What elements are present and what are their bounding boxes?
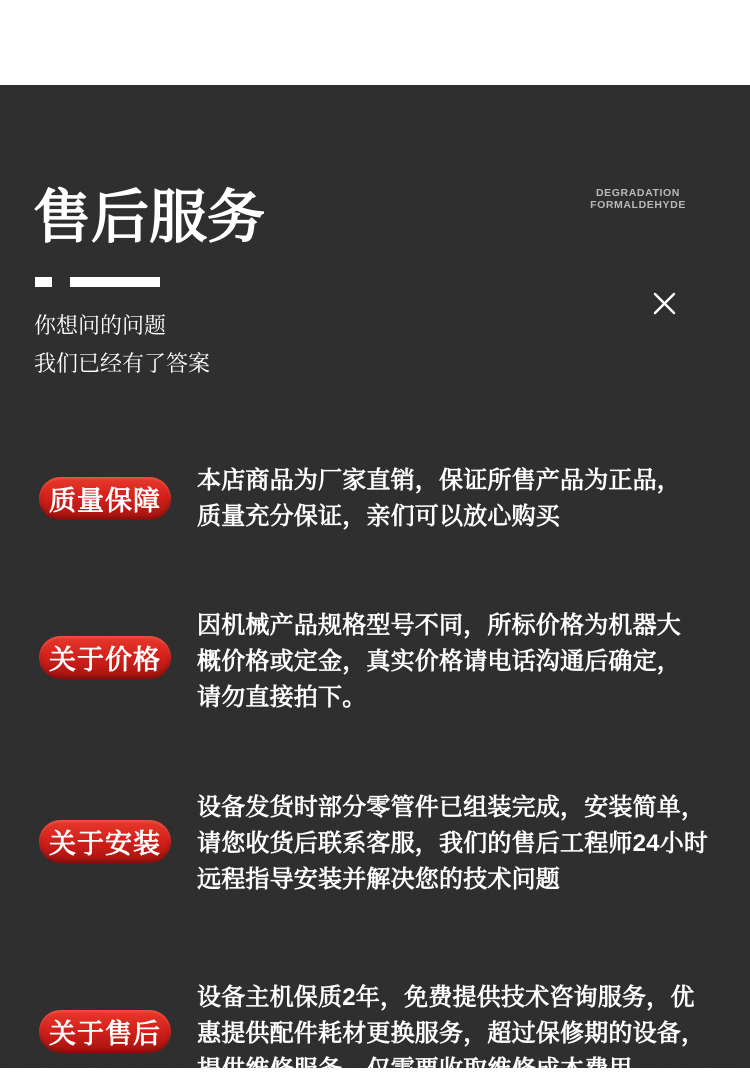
section-quality-line-1: 本店商品为厂家直销，保证所售产品为正品， [197,467,681,494]
after-sales-panel [0,85,750,1083]
title-underline-long [70,277,160,287]
title-underline-short [35,277,52,287]
section-quality-line-2: 质量充分保证，亲们可以放心购买 [197,503,560,530]
badge-about-price: 关于价格 [39,636,171,679]
section-installation-line-1: 设备发货时部分零管件已组装完成，安装简单， [197,794,706,821]
section-aftersales-text [197,980,709,1088]
section-aftersales-line-3: 提供维修服务，仅需要收取维修成本费用 [197,1056,633,1083]
page-title: 售后服务 [33,185,266,250]
section-aftersales-line-2: 惠提供配件耗材更换服务，超过保修期的设备， [197,1020,706,1047]
intro-line-1: 你想问的问题 [34,313,167,338]
section-price-text [197,608,709,716]
brand-line-2: FORMALDEHYDE [590,198,686,211]
intro-line-2: 我们已经有了答案 [34,351,211,376]
brand-line-1: DEGRADATION [596,187,680,199]
section-installation-line-3: 远程指导安装并解决您的技术问题 [197,866,560,893]
badge-about-installation: 关于安装 [39,820,171,863]
section-price-line-2: 概价格或定金，真实价格请电话沟通后确定， [197,648,681,675]
section-installation-text [197,790,709,898]
badge-about-aftersales: 关于售后 [39,1010,171,1053]
section-installation-line-2: 请您收货后联系客服，我们的售后工程师24小时 [197,830,709,857]
section-quality-text [197,463,709,535]
top-white-strip [0,0,750,85]
section-price-line-3: 请勿直接拍下。 [197,684,367,711]
section-aftersales-line-1: 设备主机保质2年，免费提供技术咨询服务，优 [197,984,695,1011]
close-icon[interactable] [652,291,677,316]
section-price-line-1: 因机械产品规格型号不同，所标价格为机器大 [197,612,681,639]
badge-quality-guarantee: 质量保障 [39,477,171,520]
brand-text [583,188,693,211]
